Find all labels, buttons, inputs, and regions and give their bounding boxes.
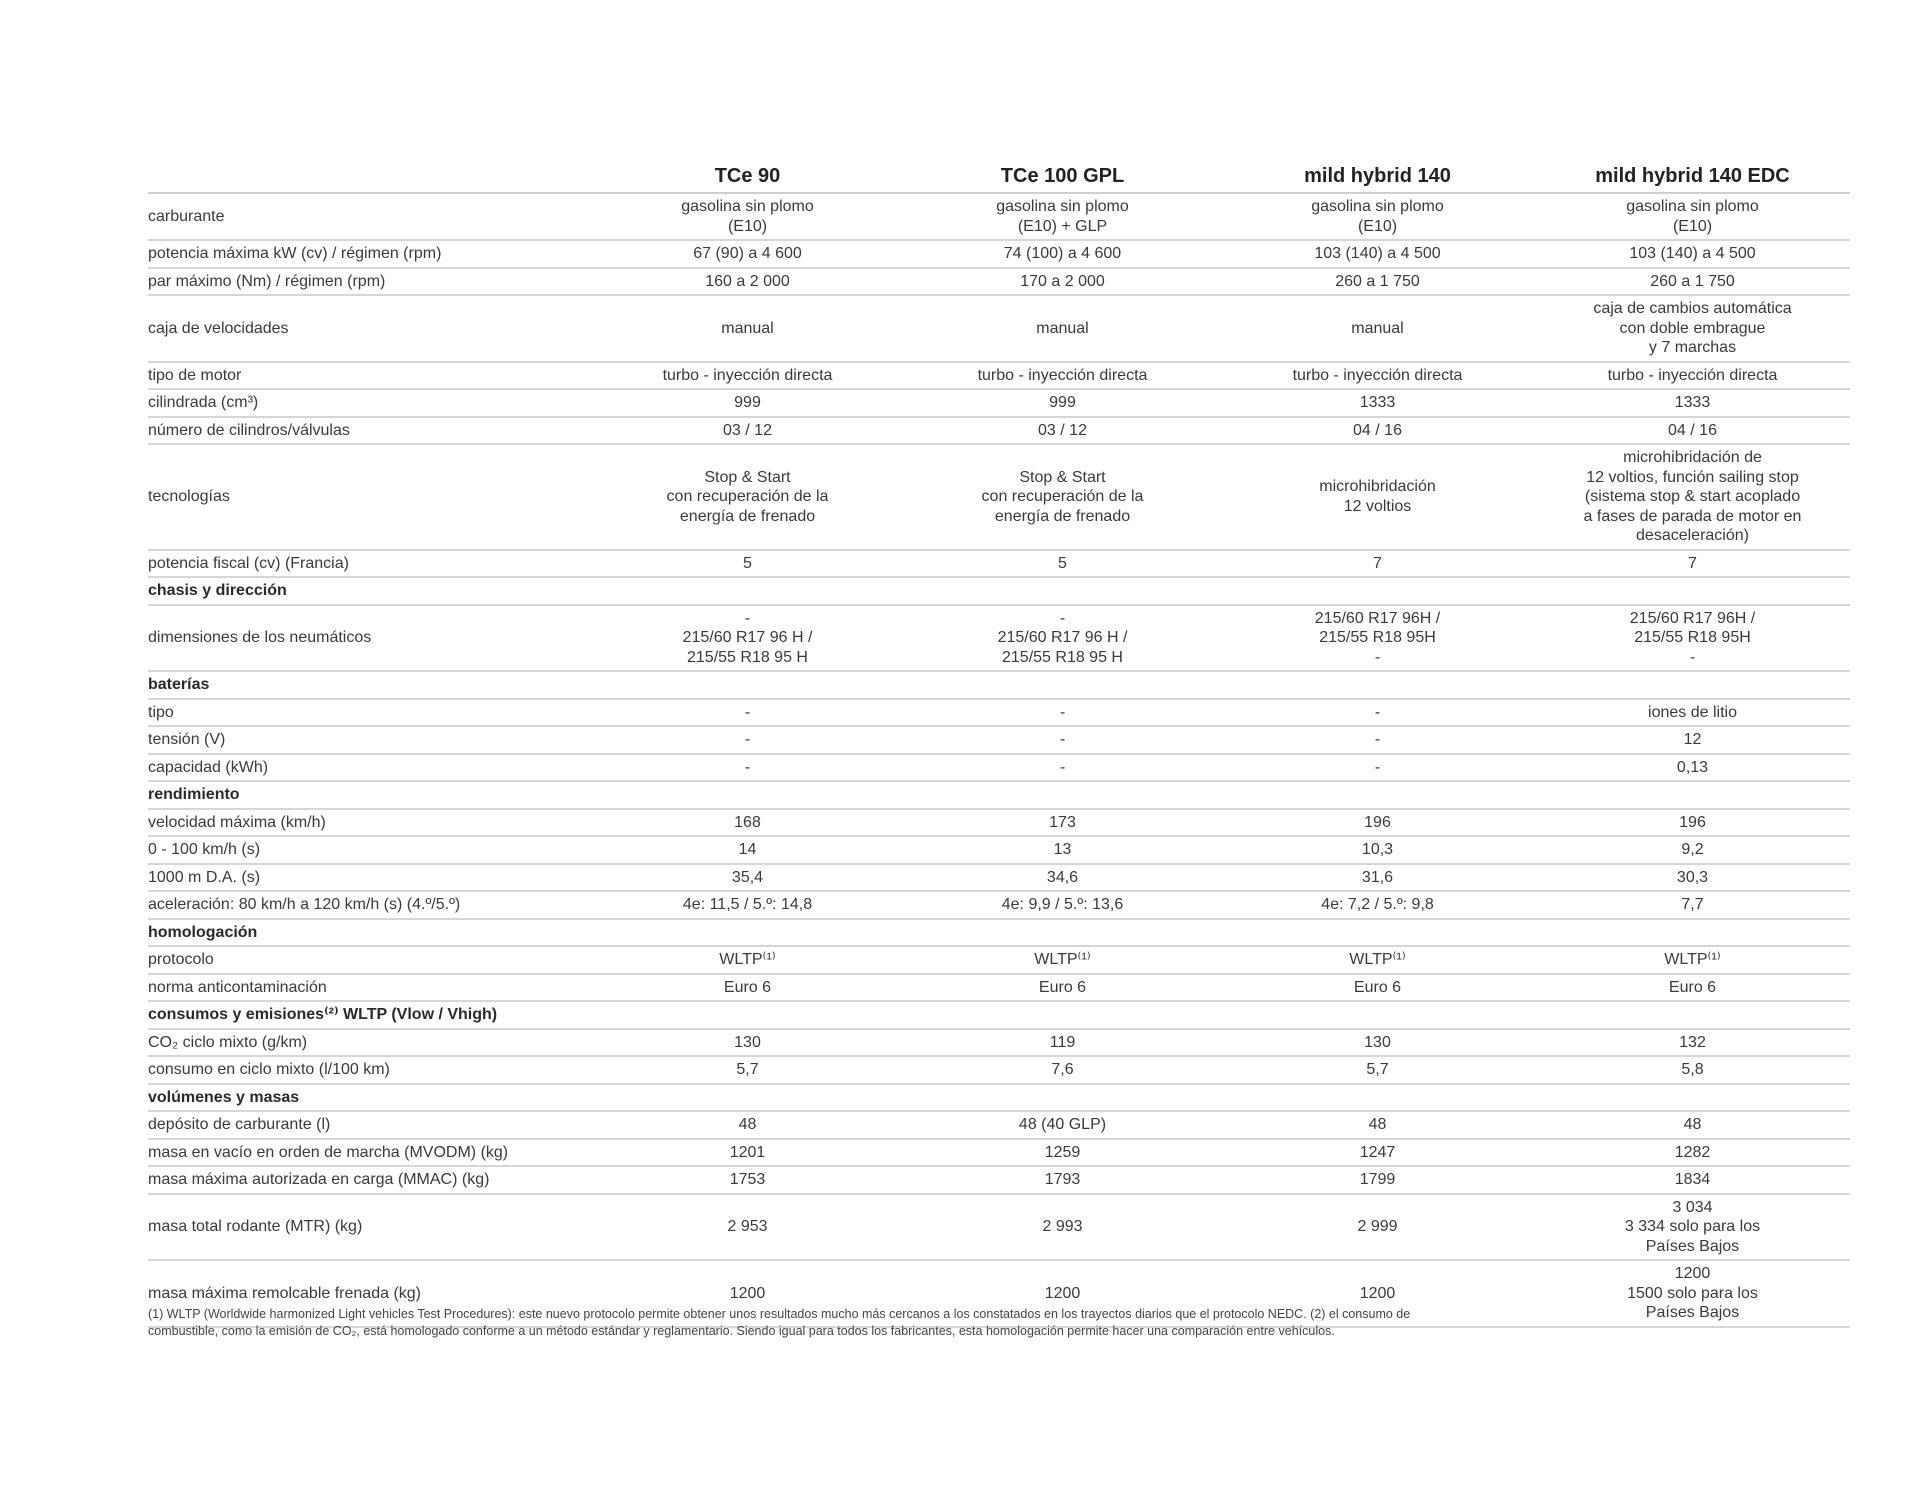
- spec-value: 1200: [905, 1260, 1220, 1327]
- spec-row: [148, 699, 1850, 727]
- spec-value: -: [905, 726, 1220, 754]
- section-heading: chasis y dirección: [148, 577, 1850, 605]
- spec-row: [148, 550, 1850, 578]
- spec-label: aceleración: 80 km/h a 120 km/h (s) (4.º/5.º): [148, 891, 590, 919]
- spec-row: [148, 1111, 1850, 1139]
- spec-label: consumo en ciclo mixto (l/100 km): [148, 1056, 590, 1084]
- spec-value: microhibridación 12 voltios: [1220, 444, 1535, 550]
- section-row: [148, 671, 1850, 699]
- spec-value: 1834: [1535, 1166, 1850, 1194]
- spec-row: [148, 754, 1850, 782]
- spec-label: masa total rodante (MTR) (kg): [148, 1194, 590, 1261]
- spec-row: [148, 864, 1850, 892]
- spec-value: WLTP⁽¹⁾: [1220, 946, 1535, 974]
- spec-label: capacidad (kWh): [148, 754, 590, 782]
- spec-value: 5,7: [590, 1056, 905, 1084]
- spec-value: 48 (40 GLP): [905, 1111, 1220, 1139]
- spec-value: 1200: [590, 1260, 905, 1327]
- header-row: [148, 150, 1850, 193]
- spec-value: 999: [905, 389, 1220, 417]
- spec-value: 132: [1535, 1029, 1850, 1057]
- header-mild-hybrid-140: mild hybrid 140: [1220, 150, 1535, 193]
- spec-value: -: [1220, 699, 1535, 727]
- spec-row: [148, 836, 1850, 864]
- spec-value: 119: [905, 1029, 1220, 1057]
- spec-label: masa máxima remolcable frenada (kg): [148, 1260, 590, 1327]
- spec-label: velocidad máxima (km/h): [148, 809, 590, 837]
- spec-row: [148, 444, 1850, 550]
- spec-value: 2 993: [905, 1194, 1220, 1261]
- spec-value: 03 / 12: [590, 417, 905, 445]
- spec-value: 7,6: [905, 1056, 1220, 1084]
- spec-value: WLTP⁽¹⁾: [905, 946, 1220, 974]
- spec-value: 4e: 9,9 / 5.º: 13,6: [905, 891, 1220, 919]
- spec-value: 5: [590, 550, 905, 578]
- spec-value: 260 a 1 750: [1220, 268, 1535, 296]
- spec-value: -: [905, 754, 1220, 782]
- spec-value: 1793: [905, 1166, 1220, 1194]
- spec-value: 170 a 2 000: [905, 268, 1220, 296]
- spec-value: 48: [1220, 1111, 1535, 1139]
- spec-value: gasolina sin plomo (E10): [590, 193, 905, 240]
- spec-row: [148, 389, 1850, 417]
- section-row: [148, 1001, 1850, 1029]
- spec-value: 196: [1220, 809, 1535, 837]
- spec-label: 1000 m D.A. (s): [148, 864, 590, 892]
- spec-value: 67 (90) a 4 600: [590, 240, 905, 268]
- spec-value: 2 953: [590, 1194, 905, 1261]
- spec-row: [148, 1139, 1850, 1167]
- spec-label: tipo: [148, 699, 590, 727]
- spec-value: 3 034 3 334 solo para los Países Bajos: [1535, 1194, 1850, 1261]
- spec-value: - 215/60 R17 96 H / 215/55 R18 95 H: [905, 605, 1220, 672]
- spec-value: 4e: 11,5 / 5.º: 14,8: [590, 891, 905, 919]
- spec-label: norma anticontaminación: [148, 974, 590, 1002]
- spec-value: 7: [1220, 550, 1535, 578]
- spec-value: 5: [905, 550, 1220, 578]
- spec-row: [148, 809, 1850, 837]
- header-mild-hybrid-140-edc: mild hybrid 140 EDC: [1535, 150, 1850, 193]
- spec-value: Euro 6: [905, 974, 1220, 1002]
- section-row: [148, 781, 1850, 809]
- spec-value: manual: [590, 295, 905, 362]
- spec-row: [148, 193, 1850, 240]
- spec-value: 1200: [1220, 1260, 1535, 1327]
- spec-value: 04 / 16: [1535, 417, 1850, 445]
- spec-value: 215/60 R17 96H / 215/55 R18 95H -: [1535, 605, 1850, 672]
- spec-label: potencia fiscal (cv) (Francia): [148, 550, 590, 578]
- spec-value: 7: [1535, 550, 1850, 578]
- spec-row: [148, 1056, 1850, 1084]
- spec-value: 160 a 2 000: [590, 268, 905, 296]
- spec-label: tecnologías: [148, 444, 590, 550]
- spec-value: 48: [590, 1111, 905, 1139]
- spec-label: masa en vacío en orden de marcha (MVODM) (kg): [148, 1139, 590, 1167]
- spec-value: 35,4: [590, 864, 905, 892]
- spec-value: 173: [905, 809, 1220, 837]
- spec-value: 30,3: [1535, 864, 1850, 892]
- section-heading: baterías: [148, 671, 1850, 699]
- spec-value: Euro 6: [1220, 974, 1535, 1002]
- section-row: [148, 919, 1850, 947]
- spec-row: [148, 891, 1850, 919]
- spec-value: 1247: [1220, 1139, 1535, 1167]
- spec-label: caja de velocidades: [148, 295, 590, 362]
- spec-value: 130: [590, 1029, 905, 1057]
- spec-value: 1282: [1535, 1139, 1850, 1167]
- spec-value: 7,7: [1535, 891, 1850, 919]
- spec-value: 1259: [905, 1139, 1220, 1167]
- spec-value: 48: [1535, 1111, 1850, 1139]
- spec-value: 9,2: [1535, 836, 1850, 864]
- spec-value: WLTP⁽¹⁾: [590, 946, 905, 974]
- spec-label: par máximo (Nm) / régimen (rpm): [148, 268, 590, 296]
- spec-value: manual: [905, 295, 1220, 362]
- header-tce100-gpl: TCe 100 GPL: [905, 150, 1220, 193]
- spec-value: turbo - inyección directa: [905, 362, 1220, 390]
- spec-label: tipo de motor: [148, 362, 590, 390]
- spec-value: 1753: [590, 1166, 905, 1194]
- spec-row: [148, 946, 1850, 974]
- spec-row: [148, 726, 1850, 754]
- spec-value: 34,6: [905, 864, 1220, 892]
- spec-value: 260 a 1 750: [1535, 268, 1850, 296]
- footnote: (1) WLTP (Worldwide harmonized Light vehicles Test Procedures): este nuevo protocolo permite obtener unos resultados mucho más cercanos a los constatados en los trayectos diarios que el protocolo NEDC. (2) el consumo de combustible, como la emisión de CO₂, está homologado conforme a un método estándar y reglamentario. Siendo igual para todos los fabricantes, esta homologación permite hacer una comparación entre vehículos.: [148, 1307, 1411, 1338]
- spec-value: 999: [590, 389, 905, 417]
- spec-value: -: [1220, 726, 1535, 754]
- spec-value: turbo - inyección directa: [590, 362, 905, 390]
- header-empty: [148, 150, 590, 193]
- spec-row: [148, 240, 1850, 268]
- spec-label: masa máxima autorizada en carga (MMAC) (kg): [148, 1166, 590, 1194]
- spec-label: 0 - 100 km/h (s): [148, 836, 590, 864]
- spec-value: - 215/60 R17 96 H / 215/55 R18 95 H: [590, 605, 905, 672]
- spec-row: [148, 1029, 1850, 1057]
- spec-value: 103 (140) a 4 500: [1535, 240, 1850, 268]
- spec-row: [148, 362, 1850, 390]
- spec-label: potencia máxima kW (cv) / régimen (rpm): [148, 240, 590, 268]
- spec-value: gasolina sin plomo (E10): [1535, 193, 1850, 240]
- section-heading: consumos y emisiones⁽²⁾ WLTP (Vlow / Vhigh): [148, 1001, 1850, 1029]
- spec-value: manual: [1220, 295, 1535, 362]
- spec-label: depósito de carburante (l): [148, 1111, 590, 1139]
- spec-value: Euro 6: [1535, 974, 1850, 1002]
- spec-value: 2 999: [1220, 1194, 1535, 1261]
- spec-label: número de cilindros/válvulas: [148, 417, 590, 445]
- spec-value: 74 (100) a 4 600: [905, 240, 1220, 268]
- spec-sheet: [148, 150, 1850, 1328]
- spec-value: -: [590, 754, 905, 782]
- spec-value: 103 (140) a 4 500: [1220, 240, 1535, 268]
- header-tce90: TCe 90: [590, 150, 905, 193]
- spec-value: 5,7: [1220, 1056, 1535, 1084]
- spec-value: 04 / 16: [1220, 417, 1535, 445]
- spec-value: gasolina sin plomo (E10) + GLP: [905, 193, 1220, 240]
- spec-row: [148, 417, 1850, 445]
- spec-value: gasolina sin plomo (E10): [1220, 193, 1535, 240]
- spec-value: Stop & Start con recuperación de la energía de frenado: [590, 444, 905, 550]
- spec-row: [148, 974, 1850, 1002]
- spec-label: carburante: [148, 193, 590, 240]
- spec-value: 1799: [1220, 1166, 1535, 1194]
- spec-value: 196: [1535, 809, 1850, 837]
- spec-value: 1333: [1220, 389, 1535, 417]
- spec-value: 168: [590, 809, 905, 837]
- spec-row: [148, 605, 1850, 672]
- spec-value: turbo - inyección directa: [1220, 362, 1535, 390]
- spec-value: 5,8: [1535, 1056, 1850, 1084]
- spec-value: 13: [905, 836, 1220, 864]
- spec-row: [148, 268, 1850, 296]
- spec-value: -: [1220, 754, 1535, 782]
- spec-label: dimensiones de los neumáticos: [148, 605, 590, 672]
- spec-value: WLTP⁽¹⁾: [1535, 946, 1850, 974]
- spec-value: 215/60 R17 96H / 215/55 R18 95H -: [1220, 605, 1535, 672]
- spec-value: 0,13: [1535, 754, 1850, 782]
- spec-value: 31,6: [1220, 864, 1535, 892]
- spec-value: 12: [1535, 726, 1850, 754]
- spec-row: [148, 295, 1850, 362]
- spec-label: protocolo: [148, 946, 590, 974]
- spec-value: 4e: 7,2 / 5.º: 9,8: [1220, 891, 1535, 919]
- spec-value: 03 / 12: [905, 417, 1220, 445]
- spec-value: 10,3: [1220, 836, 1535, 864]
- spec-label: tensión (V): [148, 726, 590, 754]
- spec-value: microhibridación de 12 voltios, función sailing stop (sistema stop & start acoplado a fases de parada de motor en desaceleración): [1535, 444, 1850, 550]
- section-row: [148, 577, 1850, 605]
- spec-row: [148, 1194, 1850, 1261]
- spec-value: -: [590, 726, 905, 754]
- section-heading: volúmenes y masas: [148, 1084, 1850, 1112]
- spec-value: Stop & Start con recuperación de la energía de frenado: [905, 444, 1220, 550]
- spec-body: [148, 193, 1850, 1327]
- section-row: [148, 1084, 1850, 1112]
- spec-value: Euro 6: [590, 974, 905, 1002]
- spec-value: turbo - inyección directa: [1535, 362, 1850, 390]
- spec-value: caja de cambios automática con doble embrague y 7 marchas: [1535, 295, 1850, 362]
- spec-value: 1333: [1535, 389, 1850, 417]
- spec-value: -: [590, 699, 905, 727]
- section-heading: rendimiento: [148, 781, 1850, 809]
- spec-value: -: [905, 699, 1220, 727]
- section-heading: homologación: [148, 919, 1850, 947]
- spec-value: 14: [590, 836, 905, 864]
- spec-row: [148, 1166, 1850, 1194]
- spec-value: iones de litio: [1535, 699, 1850, 727]
- spec-label: CO₂ ciclo mixto (g/km): [148, 1029, 590, 1057]
- spec-value: 1201: [590, 1139, 905, 1167]
- spec-table: [148, 150, 1850, 1328]
- spec-label: cilindrada (cm³): [148, 389, 590, 417]
- spec-value: 1200 1500 solo para los Países Bajos: [1535, 1260, 1850, 1327]
- spec-value: 130: [1220, 1029, 1535, 1057]
